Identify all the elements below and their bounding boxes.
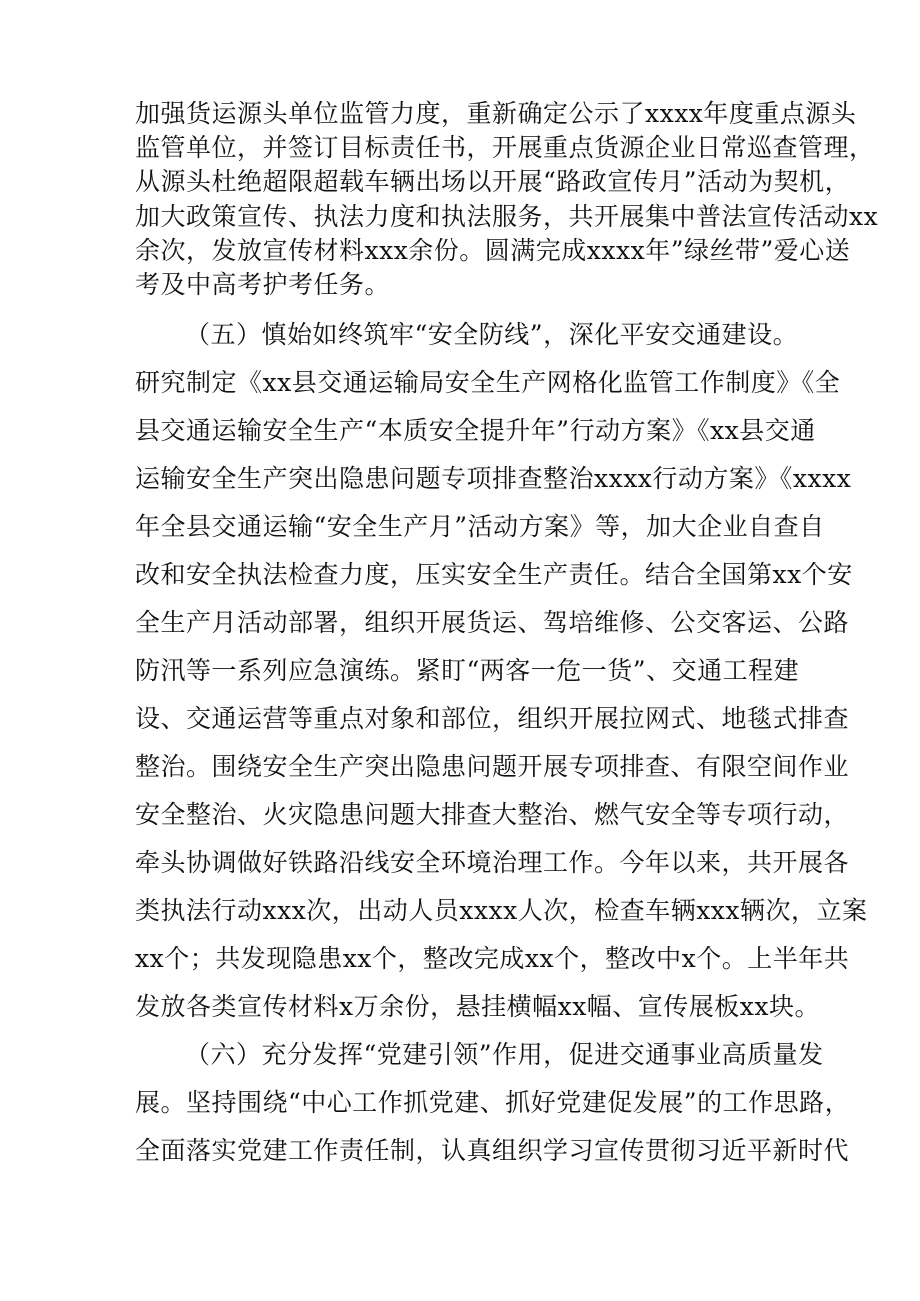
text-line: 发放各类宣传材料x万余份，悬挂横幅xx幅、宣传展板xx块。 [135, 992, 820, 1021]
text-line: xx个；共发现隐患xx个，整改完成xx个，整改中x个。上半年共 [135, 944, 850, 973]
text-line: 研究制定《xx县交通运输局安全生产网格化监管工作制度》《全 [135, 368, 841, 397]
text-line: 防汛等一系列应急演练。紧盯“两客一危一货”、交通工程建 [135, 656, 800, 685]
text-line: 整治。围绕安全生产突出隐患问题开展专项排查、有限空间作业 [135, 752, 850, 781]
text-line: 从源头杜绝超限超载车辆出场以开展“路政宣传月”活动为契机， [135, 167, 851, 196]
text-line: 运输安全生产突出隐患问题专项排查整治xxxx行动方案》《xxxx [135, 464, 852, 493]
text-line: 全面落实党建工作责任制，认真组织学习宣传贯彻习近平新时代 [135, 1136, 850, 1165]
text-line: 监管单位，并签订目标责任书，开展重点货源企业日常巡查管理， [135, 133, 875, 162]
text-line: 加强货运源头单位监管力度，重新确定公示了xxxx年度重点源头 [135, 99, 857, 128]
text-line: 年全县交通运输“安全生产月”活动方案》等，加大企业自查自 [135, 512, 825, 541]
text-line: 加大政策宣传、执法力度和执法服务，共开展集中普法宣传活动xx [135, 202, 879, 231]
section-heading: （六）充分发挥“党建引领”作用，促进交通事业高质量发 [185, 1040, 824, 1069]
text-line: 全生产月活动部署，组织开展货运、驾培维修、公交客运、公路 [135, 608, 850, 637]
text-line: 县交通运输安全生产“本质安全提升年”行动方案》《xx县交通 [135, 416, 816, 445]
text-line: 展。坚持围绕“中心工作抓党建、抓好党建促发展”的工作思路， [135, 1088, 851, 1117]
section-heading: （五）慎始如终筑牢“安全防线”，深化平安交通建设。 [185, 320, 799, 349]
text-line: 设、交通运营等重点对象和部位，组织开展拉网式、地毯式排查 [135, 704, 850, 733]
text-line: 安全整治、火灾隐患问题大排查大整治、燃气安全等专项行动， [135, 800, 850, 829]
text-line: 改和安全执法检查力度，压实安全生产责任。结合全国第xx个安 [135, 560, 853, 589]
text-line: 类执法行动xxx次，出动人员xxxx人次，检查车辆xxx辆次，立案 [135, 896, 868, 925]
text-line: 牵头协调做好铁路沿线安全环境治理工作。今年以来，共开展各 [135, 848, 850, 877]
text-line: 余次，发放宣传材料xxx余份。圆满完成xxxx年”绿丝带”爱心送 [135, 236, 851, 265]
text-line: 考及中高考护考任务。 [135, 270, 391, 299]
